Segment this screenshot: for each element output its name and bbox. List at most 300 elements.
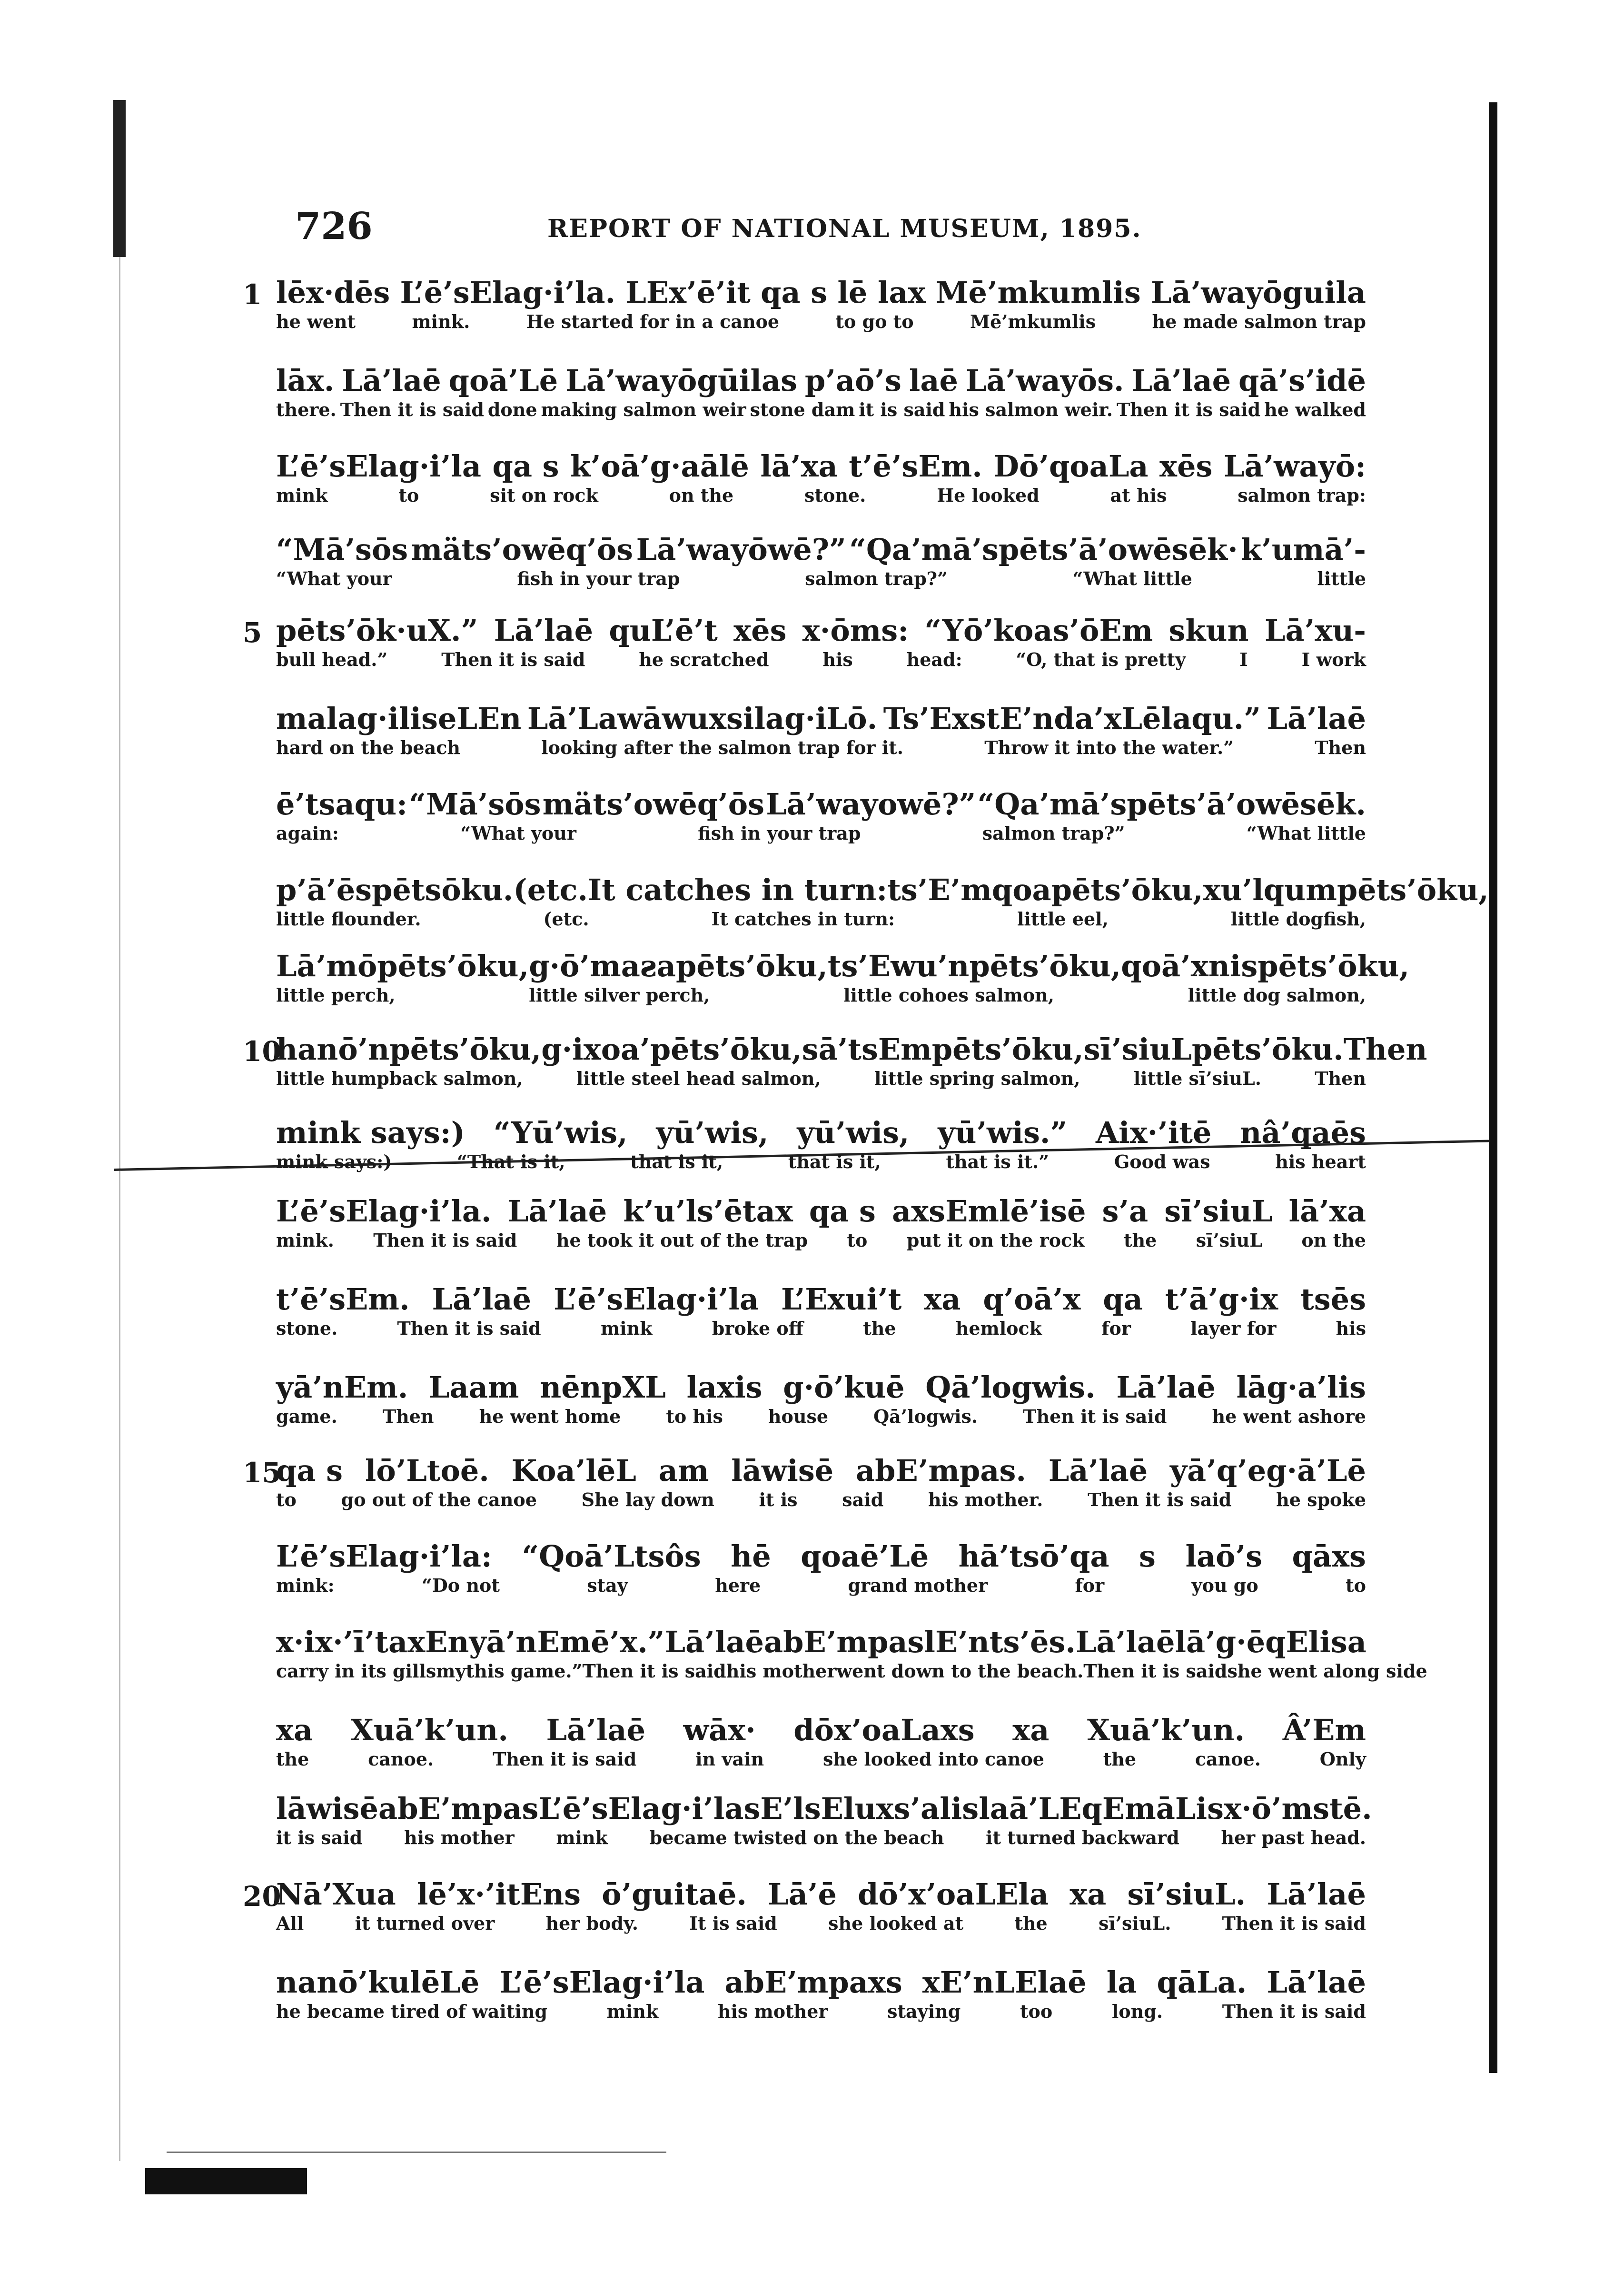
gloss-word: mink. xyxy=(412,311,470,332)
native-word: Lā’laē xyxy=(1048,1453,1148,1488)
gloss-line xyxy=(276,1576,1366,1596)
gloss-word: mink xyxy=(600,1318,653,1339)
gloss-line xyxy=(276,1152,1366,1172)
gloss-word: layer for xyxy=(1190,1318,1277,1339)
native-word: p’ā’ēspētsōku. xyxy=(276,873,514,907)
gloss-line xyxy=(276,312,1366,332)
native-text-line xyxy=(276,1875,1366,1914)
text-block xyxy=(276,1537,1366,1596)
native-word: qoā’xnispēts’ōku, xyxy=(1121,949,1410,983)
text-block xyxy=(276,1964,1366,2022)
native-word: xEn xyxy=(407,1625,469,1659)
gloss-word: the xyxy=(276,1748,309,1770)
gloss-word: to xyxy=(1346,1575,1366,1596)
gloss-word: to xyxy=(398,485,419,506)
native-word: k’u’ls’ētax xyxy=(623,1194,793,1229)
native-word: pēts’ōk·uX.” xyxy=(276,613,478,648)
native-word: x·ix·’ī’ta xyxy=(276,1625,408,1659)
line-number: 1 xyxy=(243,278,262,311)
text-block xyxy=(276,362,1366,420)
native-word: nanō’kulēLē xyxy=(276,1965,480,2000)
gloss-word: his xyxy=(822,649,853,670)
binding-mark-left xyxy=(113,100,126,257)
text-block xyxy=(276,1280,1366,1339)
native-text-line xyxy=(276,1280,1366,1319)
gloss-word: little eel, xyxy=(1017,908,1109,930)
gloss-word: little dog salmon, xyxy=(1188,984,1366,1006)
native-word: L’ē’sElag·i’la. xyxy=(400,275,616,310)
native-word: lē lax xyxy=(837,275,926,310)
text-block xyxy=(276,1192,1366,1250)
native-word: “Qoā’Ltsôs xyxy=(522,1539,701,1574)
native-word: sā’tsEmpēts’ōku, xyxy=(802,1032,1084,1067)
gloss-word: stone dam xyxy=(750,399,855,420)
gloss-word: Then it is said xyxy=(1083,1660,1228,1682)
gloss-word: that is it, xyxy=(630,1151,723,1172)
gloss-word: canoe. xyxy=(368,1748,434,1770)
native-text-line xyxy=(276,1711,1366,1749)
gloss-word: sī’siuL. xyxy=(1098,1913,1171,1934)
native-word: ō’guitaē. xyxy=(602,1877,747,1912)
gloss-word: his mother xyxy=(404,1827,515,1848)
native-word: la xyxy=(1106,1965,1137,2000)
native-word: “Qa’mā’spēts’ā’owēsēk. xyxy=(977,787,1366,822)
gloss-word: (etc. xyxy=(543,908,589,930)
native-word: qa s xyxy=(809,1194,876,1229)
gloss-word: Then it is said xyxy=(441,649,585,670)
gloss-word: for xyxy=(1101,1318,1131,1339)
native-word: L’ē’sElag·i’la xyxy=(499,1965,705,2000)
native-word: ts’Ewu’npēts’ōku, xyxy=(827,949,1121,983)
gloss-word: Qā’logwis. xyxy=(873,1406,978,1427)
gloss-line xyxy=(276,985,1366,1005)
bottom-scan-block xyxy=(145,2168,307,2194)
gloss-word: it turned over xyxy=(355,1913,495,1934)
native-word: (etc. xyxy=(513,873,588,907)
gloss-word: sī’siuL xyxy=(1196,1230,1262,1251)
native-word: Nā’Xua xyxy=(276,1877,396,1912)
native-word: t’ā’g·ix xyxy=(1165,1282,1278,1317)
native-word: lā’xa xyxy=(1288,1194,1366,1229)
native-word: mink says:) xyxy=(276,1115,465,1150)
gloss-line xyxy=(276,1490,1366,1510)
native-word: L’ē’sElag·i’la xyxy=(538,1791,744,1826)
text-block xyxy=(276,1790,1372,1848)
native-word: qa s xyxy=(492,449,559,484)
native-word: mäts’owēq’ōs xyxy=(542,787,765,822)
gloss-word: Then it is said xyxy=(582,1660,726,1682)
gloss-word: mink: xyxy=(276,1575,335,1596)
native-word: lāwisē xyxy=(731,1453,834,1488)
gloss-word: Then xyxy=(1315,1068,1366,1089)
native-word: yū’wis, xyxy=(656,1115,769,1150)
gloss-word: salmon trap?” xyxy=(805,568,948,589)
gloss-word: He started for in a canoe xyxy=(526,311,780,332)
native-word: wāx· xyxy=(683,1713,756,1747)
native-word: lē’x·’itEns xyxy=(416,1877,581,1912)
native-text-line xyxy=(276,871,1489,909)
native-word: Lā’ē xyxy=(768,1877,837,1912)
native-word: axsEmlē’isē xyxy=(892,1194,1086,1229)
native-word: “Yū’wis, xyxy=(493,1115,628,1150)
native-word: lE’nts’ēs. xyxy=(924,1625,1076,1659)
gloss-word: Then it is said xyxy=(1222,1913,1366,1934)
native-word: t’ē’sEm. xyxy=(276,1282,410,1317)
gloss-word: done xyxy=(487,399,537,420)
native-word: Then xyxy=(1343,1032,1427,1067)
gloss-word: Then it is said xyxy=(1222,2001,1366,2022)
native-word: Koa’lēL xyxy=(511,1453,636,1488)
gloss-word: little perch, xyxy=(276,984,396,1006)
native-text-line xyxy=(276,785,1366,823)
native-word: lāg·a’lis xyxy=(1236,1370,1366,1405)
native-word: lēx·dēs xyxy=(276,275,390,310)
gloss-word: that is it, xyxy=(788,1151,881,1172)
native-word: yā’nEmē’x.” xyxy=(469,1625,665,1659)
gloss-word: he spoke xyxy=(1276,1489,1366,1510)
text-block xyxy=(276,947,1410,1006)
native-word: sī’siuL xyxy=(1164,1194,1273,1229)
native-word: dōx’oaLaxs xyxy=(793,1713,975,1747)
page-edge-left xyxy=(119,257,120,2161)
native-text-line xyxy=(276,274,1366,312)
native-word: xa xyxy=(276,1713,313,1747)
gloss-word: you go xyxy=(1191,1575,1258,1596)
gloss-word: Then xyxy=(382,1406,434,1427)
gloss-word: he went ashore xyxy=(1212,1406,1366,1427)
gloss-word: his heart xyxy=(1275,1151,1366,1172)
gloss-word: became twisted on the beach xyxy=(649,1827,944,1848)
gloss-word: Then it is said xyxy=(340,399,484,420)
native-word: qā’s’idē xyxy=(1238,363,1366,398)
gloss-word: carry in its gills xyxy=(276,1660,436,1682)
gloss-word: to his xyxy=(666,1406,723,1427)
native-word: Aix·’itē xyxy=(1095,1115,1212,1150)
native-word: xēs xyxy=(733,613,787,648)
native-word: Lā’laē xyxy=(1267,1965,1366,2000)
gloss-word: stay xyxy=(587,1575,628,1596)
gloss-word: “O, that is pretty xyxy=(1016,649,1186,670)
native-text-line xyxy=(276,1790,1372,1828)
native-word: Lā’xu- xyxy=(1264,613,1366,648)
native-word: ē’tsaqu: xyxy=(276,787,408,822)
gloss-word: mink xyxy=(276,485,328,506)
native-word: xa xyxy=(1012,1713,1050,1747)
gloss-word: he went xyxy=(276,311,356,332)
gloss-word: his salmon weir. xyxy=(949,399,1113,420)
gloss-word: little humpback salmon, xyxy=(276,1068,523,1089)
line-number: 15 xyxy=(243,1457,281,1489)
native-word: p’aō’s xyxy=(804,363,901,398)
native-word: Lā’Lawāwuxsilag·iLō. xyxy=(527,701,878,736)
running-title: REPORT OF NATIONAL MUSEUM, 1895. xyxy=(547,214,1142,243)
native-word: g·ō’maƨapēts’ōku, xyxy=(529,949,828,983)
gloss-word: little dogfish, xyxy=(1230,908,1366,930)
gloss-word: mink. xyxy=(276,1230,334,1251)
gloss-line xyxy=(276,1660,1427,1682)
native-text-line xyxy=(276,1964,1366,2002)
native-word: qa s xyxy=(761,275,828,310)
gloss-word: mink xyxy=(606,2001,659,2022)
text-block xyxy=(276,1369,1366,1427)
native-word: Lā’laē xyxy=(664,1625,764,1659)
native-text-line xyxy=(276,447,1366,486)
native-word: Dō’qoaLa xyxy=(993,449,1149,484)
native-word: laxis xyxy=(686,1370,762,1405)
gloss-word: stone. xyxy=(276,1318,338,1339)
native-word: It catches in turn: xyxy=(588,873,888,907)
gloss-word: Then it is said xyxy=(493,1748,637,1770)
gloss-word: hemlock xyxy=(955,1318,1042,1339)
native-word: qa xyxy=(1103,1282,1143,1317)
native-word: sE’lsEluxs’alis xyxy=(743,1791,979,1826)
native-word: yā’nEm. xyxy=(276,1370,408,1405)
native-word: nēnpXL xyxy=(540,1370,666,1405)
text-block xyxy=(276,871,1489,930)
gloss-word: She lay down xyxy=(581,1489,714,1510)
native-word: abE’mpas. xyxy=(855,1453,1026,1488)
gloss-word: little xyxy=(1317,568,1366,589)
gloss-word: looking after the salmon trap for it. xyxy=(541,737,904,758)
gloss-word: he walked xyxy=(1264,399,1366,420)
gloss-word: there. xyxy=(276,399,337,420)
text-block xyxy=(276,1114,1366,1172)
gloss-word: at his xyxy=(1110,485,1167,506)
gloss-word: Then xyxy=(1315,737,1366,758)
gloss-line xyxy=(276,569,1366,589)
native-word: Lā’laē xyxy=(507,1194,607,1229)
native-word: xa xyxy=(1069,1877,1107,1912)
native-word: sī’siuLpēts’ōku. xyxy=(1083,1032,1344,1067)
text-block xyxy=(276,447,1366,506)
page-number: 726 xyxy=(295,205,373,248)
gloss-word: salmon trap: xyxy=(1238,485,1366,506)
native-word: Lā’laē xyxy=(342,363,441,398)
native-word: hā’tsō’qa xyxy=(958,1539,1109,1574)
native-word: Lā’laē xyxy=(1267,1877,1366,1912)
gloss-word: canoe. xyxy=(1195,1748,1261,1770)
right-margin-rule xyxy=(1489,102,1497,2073)
gloss-line xyxy=(276,909,1366,929)
gloss-line xyxy=(276,400,1366,420)
gloss-word: said xyxy=(842,1489,884,1510)
text-block xyxy=(243,1031,1427,1089)
gloss-word: go out of the canoe xyxy=(341,1489,537,1510)
gloss-word: to xyxy=(276,1489,297,1510)
native-word: qoaē’Lē xyxy=(801,1539,929,1574)
native-word: yū’wis, xyxy=(797,1115,910,1150)
gloss-line xyxy=(276,650,1366,670)
gloss-word: the xyxy=(1123,1230,1157,1251)
native-text-line xyxy=(276,1452,1366,1490)
gloss-word: it is said xyxy=(859,399,945,420)
gloss-word: again: xyxy=(276,823,339,844)
native-word: abE’mpaxs xyxy=(724,1965,902,2000)
native-word: lō’Ltoē. xyxy=(365,1453,489,1488)
gloss-word: I work xyxy=(1301,649,1366,670)
line-number: 5 xyxy=(243,616,262,649)
native-word: L’ē’sElag·i’la xyxy=(553,1282,759,1317)
native-word: Ts’ExstE’nda’xLēlaqu.” xyxy=(883,701,1261,736)
native-word: qāxs xyxy=(1292,1539,1366,1574)
gloss-word: “What little xyxy=(1072,568,1192,589)
gloss-word: Then it is said xyxy=(1088,1489,1232,1510)
gloss-word: making salmon weir xyxy=(541,399,746,420)
gloss-word: his xyxy=(1336,1318,1366,1339)
gloss-word: he scratched xyxy=(639,649,769,670)
native-word: quL’ē’t xyxy=(609,613,718,648)
native-word: laō’s xyxy=(1185,1539,1263,1574)
gloss-line xyxy=(276,2002,1366,2022)
text-block xyxy=(276,1623,1427,1682)
native-word: k’oā’g·aālē xyxy=(570,449,749,484)
gloss-word: his mother xyxy=(726,1660,837,1682)
gloss-word: little silver perch, xyxy=(529,984,710,1006)
native-word: xa xyxy=(924,1282,961,1317)
gloss-line xyxy=(276,486,1366,506)
gloss-line xyxy=(276,1319,1366,1339)
gloss-word: went down to the beach. xyxy=(836,1660,1084,1682)
native-word: Lā’wayōgūilas xyxy=(565,363,797,398)
gloss-line xyxy=(276,1914,1366,1934)
native-word: s xyxy=(1139,1539,1156,1574)
native-word: hē xyxy=(731,1539,771,1574)
gloss-word: He looked xyxy=(937,485,1040,506)
gloss-word: he went home xyxy=(479,1406,621,1427)
gloss-word: long. xyxy=(1111,2001,1163,2022)
gloss-word: It catches in turn: xyxy=(711,908,895,930)
gloss-word: he took it out of the trap xyxy=(556,1230,808,1251)
gloss-word: “What your xyxy=(276,568,392,589)
native-word: mäts’owēq’ōs xyxy=(411,532,634,567)
gloss-word: Then it is said xyxy=(397,1318,541,1339)
text-block xyxy=(243,1452,1366,1510)
gloss-word: her body. xyxy=(545,1913,638,1934)
native-text-line xyxy=(276,1114,1366,1152)
native-word: malag·iliseLEn xyxy=(276,701,522,736)
native-word: Lā’laē xyxy=(1267,701,1366,736)
gloss-word: Mē’mkumlis xyxy=(970,311,1096,332)
native-word: tsēs xyxy=(1300,1282,1366,1317)
native-word: Lā’laē xyxy=(1131,363,1231,398)
gloss-word: the xyxy=(1103,1748,1137,1770)
gloss-word: it is xyxy=(759,1489,798,1510)
native-word: qāLa. xyxy=(1157,1965,1247,2000)
native-word: k’umā’- xyxy=(1241,532,1366,567)
gloss-word: his mother. xyxy=(928,1489,1043,1510)
gloss-word: his mother xyxy=(717,2001,828,2022)
native-word: “Mā’sōs xyxy=(276,532,408,567)
page-header xyxy=(295,205,1485,257)
native-word: Lā’laē xyxy=(1075,1625,1175,1659)
native-word: Lā’mōpēts’ōku, xyxy=(276,949,529,983)
gloss-word: hard on the beach xyxy=(276,737,460,758)
text-block xyxy=(276,1711,1366,1769)
native-word: yā’q’eg·ā’Lē xyxy=(1170,1453,1366,1488)
gloss-word: fish in your trap xyxy=(517,568,680,589)
native-word: xu’lqumpēts’ōku, xyxy=(1203,873,1489,907)
native-text-line xyxy=(276,1192,1366,1230)
native-word: qoā’Lē xyxy=(448,363,558,398)
native-text-line xyxy=(276,1623,1366,1661)
native-word: g·ixoa’pēts’ōku, xyxy=(541,1032,802,1067)
native-word: sī’siuL. xyxy=(1127,1877,1246,1912)
native-text-line xyxy=(276,1031,1427,1069)
gloss-word: she looked into canoe xyxy=(822,1748,1044,1770)
gloss-word: he made salmon trap xyxy=(1152,311,1366,332)
gloss-word: he became tired of waiting xyxy=(276,2001,548,2022)
gloss-word: fish in your trap xyxy=(698,823,861,844)
text-block xyxy=(276,700,1366,758)
native-word: yū’wis.” xyxy=(938,1115,1068,1150)
gloss-word: game. xyxy=(276,1406,337,1427)
native-word: lāwisē xyxy=(276,1791,379,1826)
native-word: xēs xyxy=(1159,449,1213,484)
gloss-word: I xyxy=(1239,649,1248,670)
native-word: Â’Em xyxy=(1282,1713,1366,1747)
native-word: “Mā’sōs xyxy=(409,787,541,822)
native-word: g·ō’kuē xyxy=(783,1370,905,1405)
gloss-word: on the xyxy=(669,485,734,506)
gloss-word: Then it is said xyxy=(1023,1406,1167,1427)
native-word: Lā’laē xyxy=(1116,1370,1216,1405)
gloss-line xyxy=(276,1828,1366,1848)
gloss-word: bull head.” xyxy=(276,649,388,670)
gloss-word: that is it.” xyxy=(946,1151,1050,1172)
gloss-line xyxy=(276,1069,1366,1089)
gloss-word: too xyxy=(1020,2001,1053,2022)
gloss-word: “That is it, xyxy=(457,1151,565,1172)
gloss-word: the xyxy=(1014,1913,1048,1934)
gloss-word: put it on the rock xyxy=(906,1230,1085,1251)
gloss-word: Then it is said xyxy=(373,1230,517,1251)
gloss-word: here xyxy=(715,1575,761,1596)
gloss-word: It is said xyxy=(689,1913,777,1934)
gloss-word: to xyxy=(847,1230,868,1251)
text-block xyxy=(276,531,1366,589)
text-block xyxy=(276,785,1366,843)
native-word: L’ē’sElag·i’la. xyxy=(276,1194,492,1229)
gloss-word: it turned backward xyxy=(986,1827,1179,1848)
bottom-scan-smudge xyxy=(167,2152,666,2153)
native-word: qa s xyxy=(276,1453,343,1488)
gloss-line xyxy=(276,1230,1366,1250)
text-block xyxy=(243,274,1366,332)
native-word: Laam xyxy=(428,1370,519,1405)
gloss-word: “What little xyxy=(1246,823,1366,844)
native-word: hanō’npēts’ōku, xyxy=(276,1032,542,1067)
gloss-word: the xyxy=(863,1318,896,1339)
native-word: abE’mpas xyxy=(764,1625,924,1659)
gloss-word: little flounder. xyxy=(276,908,421,930)
gloss-word: stone. xyxy=(804,485,866,506)
gloss-word: Then it is said xyxy=(1116,399,1261,420)
native-word: Qā’logwis. xyxy=(925,1370,1096,1405)
gloss-word: her past head. xyxy=(1221,1827,1366,1848)
gloss-line xyxy=(276,1407,1366,1427)
gloss-word: it is said xyxy=(276,1827,363,1848)
gloss-word: grand mother xyxy=(848,1575,988,1596)
native-word: Lā’wayowē?” xyxy=(766,787,976,822)
native-word: laā’LEqEmāLis xyxy=(979,1791,1224,1826)
gloss-word: head: xyxy=(906,649,962,670)
native-word: lā’xa xyxy=(760,449,838,484)
native-word: Lā’laē xyxy=(494,613,594,648)
native-word: LEx’ē’it xyxy=(625,275,751,310)
native-word: ts’E’mqoapēts’ōku, xyxy=(887,873,1203,907)
gloss-word: she went along side xyxy=(1227,1660,1427,1682)
gloss-word: Good was xyxy=(1114,1151,1210,1172)
